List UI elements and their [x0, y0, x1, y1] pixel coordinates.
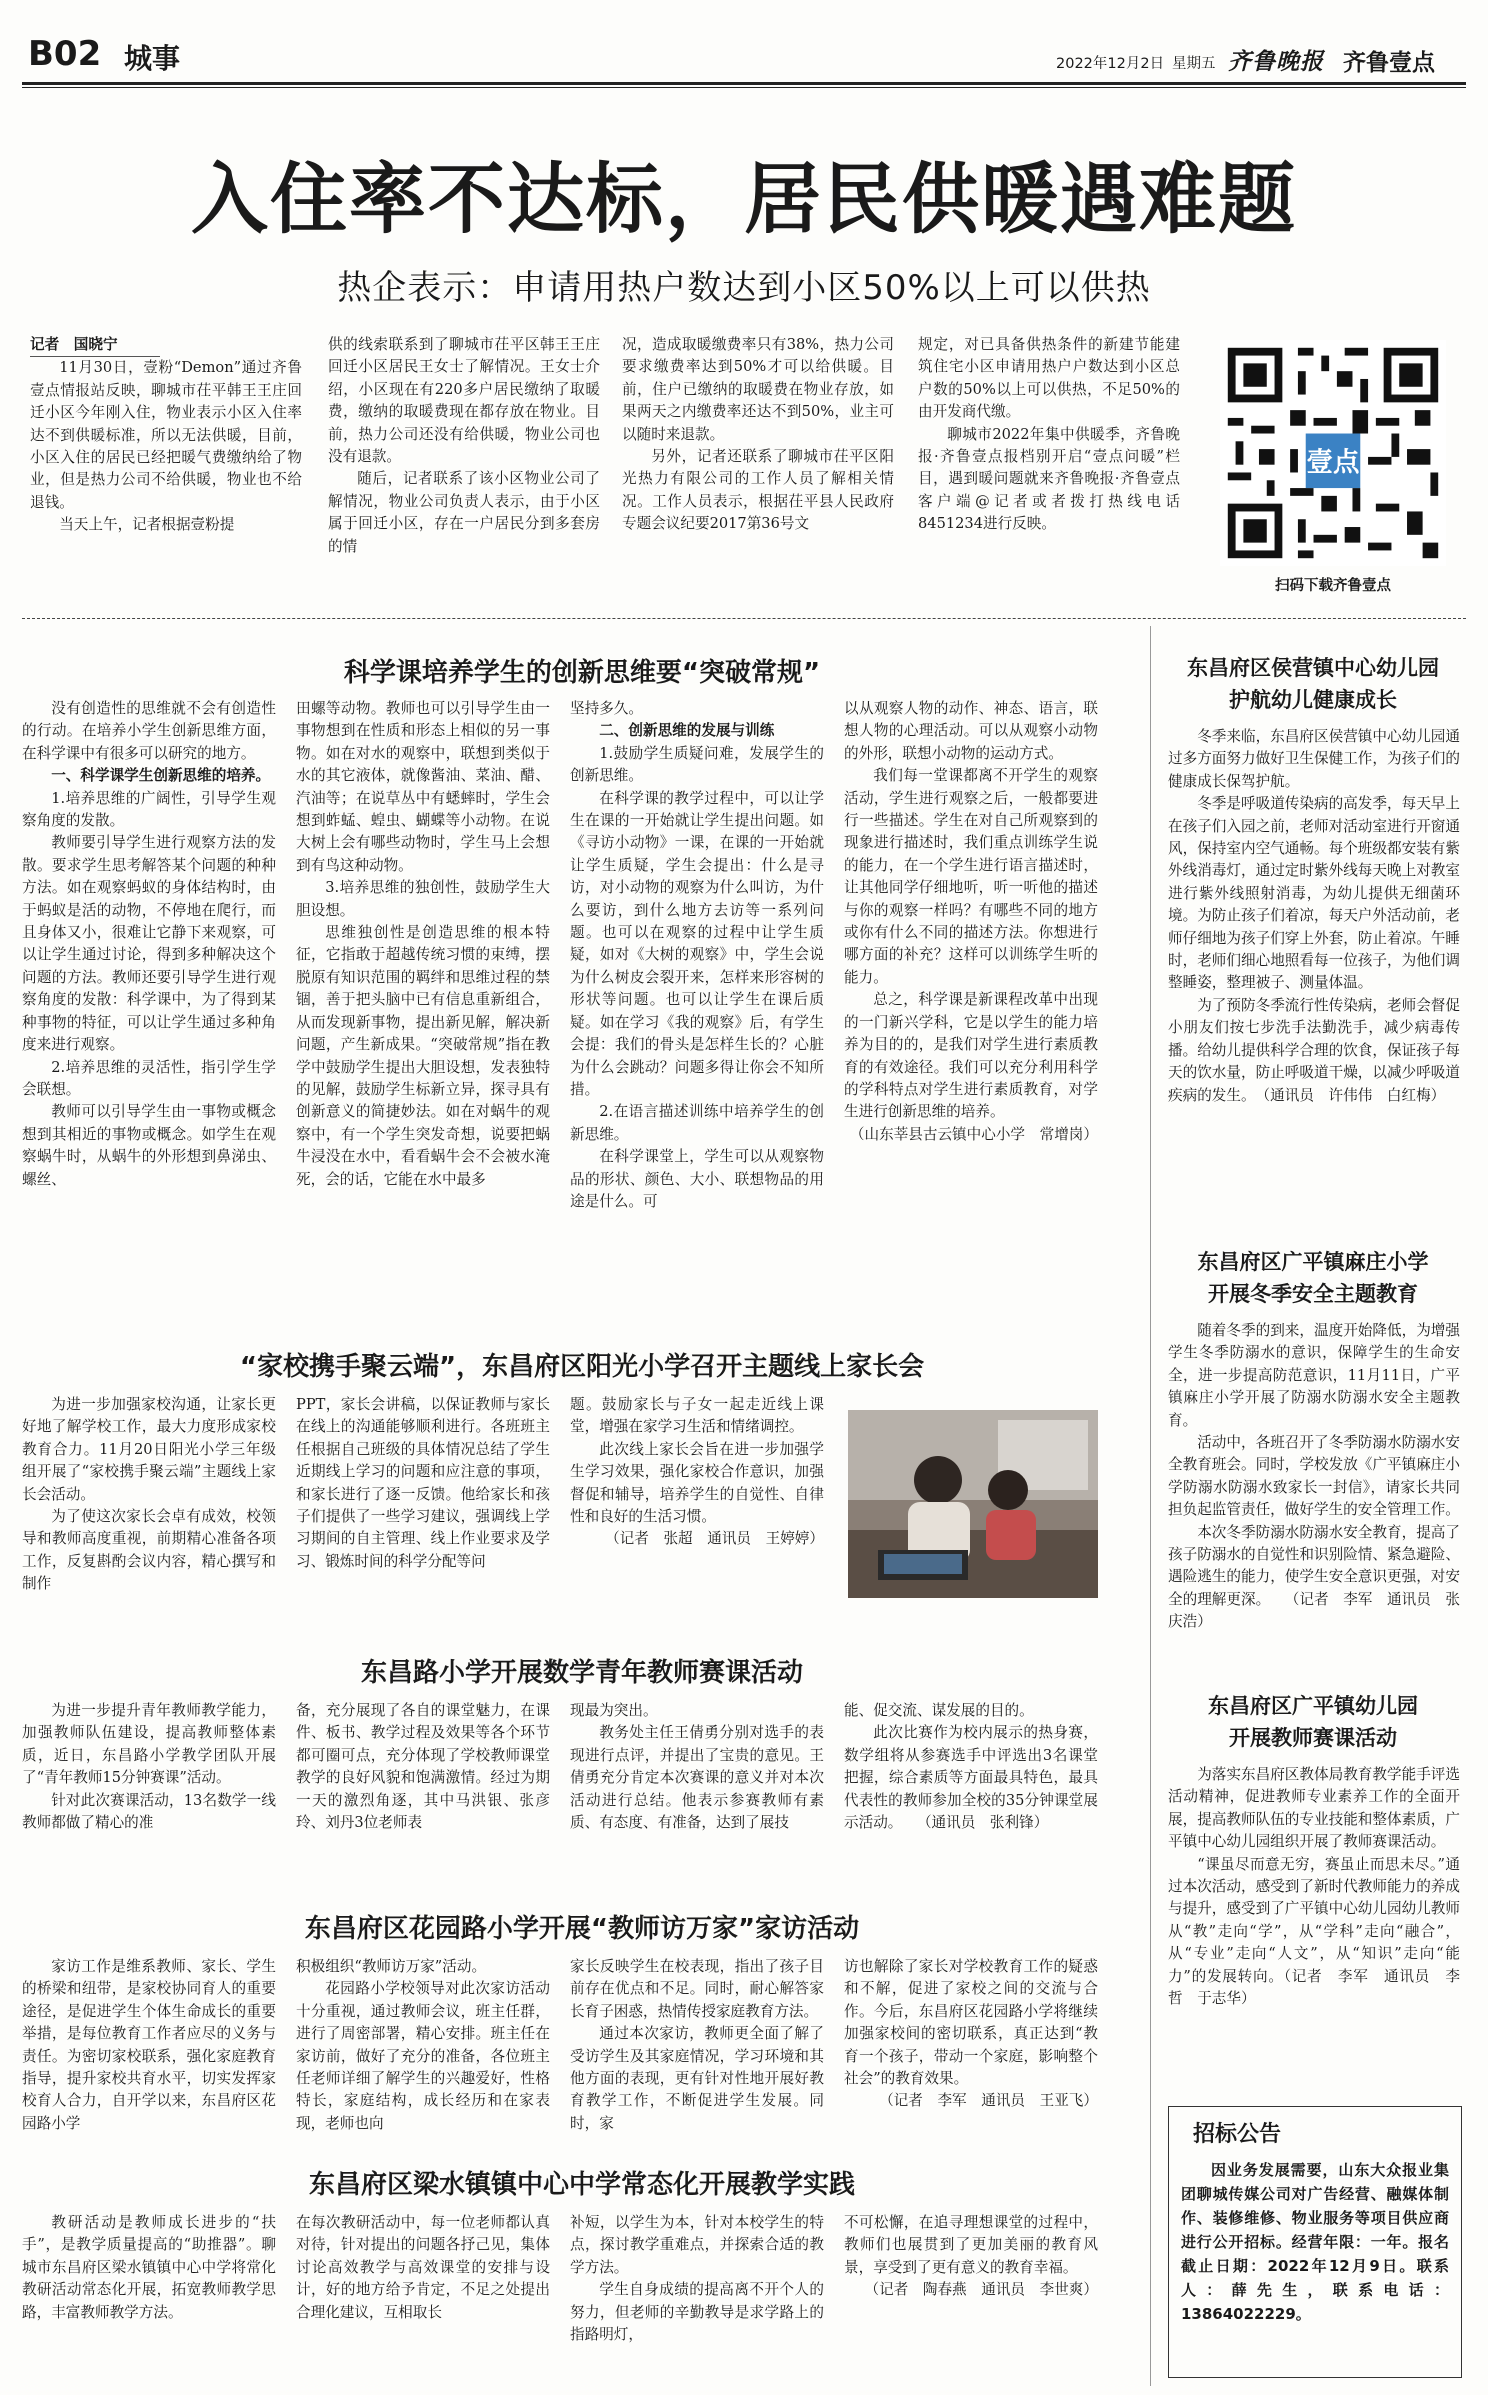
side-article-2	[1168, 1320, 1460, 1666]
article-col	[22, 698, 276, 1328]
side-paragraph: 为落实东昌府区教体局教育教学能手评选活动精神，促进教师专业素养工作的全面开展，提高教师队伍的专业技能和整体素质，广平镇中心幼儿园组织开展了教师赛课活动。	[1168, 1766, 1460, 1851]
article-paragraph: 此次比赛作为校内展示的热身赛，数学组将从参赛选手中评选出3名课堂把握，综合素质等方面最具特色，最具代表性的教师参加全校的35分钟课堂展示活动。 （通讯员 张利锋）	[844, 1724, 1098, 1832]
lead-paragraph: 聊城市2022年集中供暖季，齐鲁晚报·齐鲁壹点报档别开启“壹点问暖”栏目，遇到暖问题就来齐鲁晚报·齐鲁壹点客户端@记者或者拨打热线电话8451234进行反映。	[918, 425, 1180, 533]
lead-paragraph: 11月30日，壹粉“Demon”通过齐鲁壹点情报站反映，聊城市茌平韩王王庄回迁小区今年刚入住，物业表示小区入住率达不到供暖标准，所以无法供暖，目前，小区入住的居民已经把暖气费缴纳给了物业，但是热力公司不给供暖，物业也不给退钱。	[30, 359, 302, 511]
article-title: 东昌府区梁水镇镇中心中学常态化开展教学实践	[308, 2170, 855, 2200]
article-paragraph: 此次线上家长会旨在进一步加强学生学习效果，强化家校合作意识，加强督促和辅导，培养学生的自觉性、自律性和良好的生活习惯。	[570, 1440, 824, 1526]
article-paragraph: 我们每一堂课都离不开学生的观察活动，学生进行观察之后，一般都要进行一些描述。学生在对自己所观察到的现象进行描述时，我们重点训练学生说的能力，在一个学生进行语言描述时，让其他同学仔细地听，听一听他的描述与你的观察一样吗？有哪些不同的地方或你有什么不同的描述方法。你想进行哪方面的补充？这样可以训练学生听的能力。	[844, 767, 1098, 986]
side-article-3	[1168, 1764, 1460, 2064]
article-paragraph: 题。鼓励家长与子女一起走近线上课堂，增强在家学习生活和情绪调控。	[570, 1396, 824, 1436]
article-col	[570, 1394, 824, 1634]
article-col	[570, 1700, 824, 1900]
article-col	[844, 1700, 1098, 1900]
side-title-3b: 开展教师赛课活动	[1229, 1726, 1397, 1750]
article-paragraph: （记者 李军 通讯员 王亚飞）	[879, 2092, 1098, 2110]
article-paragraph: 补短，以学生为本，针对本校学生的特点，探讨教学重难点，并探索合适的教学方法。	[570, 2214, 824, 2276]
article-col	[296, 1394, 550, 1634]
article-paragraph: （记者 陶春燕 通讯员 李世爽）	[864, 2281, 1098, 2299]
section-divider	[22, 618, 1466, 620]
article-paragraph: 在科学课的教学过程中，可以让学生在课的一开始就让学生提出问题。如《寻访小动物》一课，在课的一开始就让学生质疑，学生会提出：什么是寻访，对小动物的观察为什么叫访，为什么要访，到什么地方去访等一系列问题。也可以在观察的过程中让学生质疑，如对《大树的观察》中，学生会说为什么树皮会裂开来，怎样来形容树的形状等问题。也可以让学生在课后质疑。如在学习《我的观察》后，有学生会提：我们的骨头是怎样生长的？心脏为什么会跳动？问题多得让你会不知所措。	[570, 789, 824, 1098]
article-paragraph: 二、创新思维的发展与训练	[599, 722, 775, 740]
article-paragraph: 坚持多久。	[570, 700, 643, 717]
tender-notice-box	[1168, 2106, 1462, 2378]
header-rule	[22, 82, 1466, 85]
side-paragraph: 冬季是呼吸道传染病的高发季，每天早上在孩子们入园之前，老师对活动室进行开窗通风，保持室内空气通畅。每个班级都安装有紫外线消毒灯，通过定时紫外线每天晚上对教室进行紫外线照射消毒，为幼儿提供无细菌环境。为防止孩子们着凉，每天户外活动前，老师仔细地为孩子们穿上外套，防止着凉。午睡时，老师们细心地照看每一位孩子，为他们调整睡姿，整理被子、测量体温。	[1168, 795, 1460, 992]
lead-paragraph: 随后，记者联系了该小区物业公司了解情况，物业公司负责人表示，由于小区属于回迁小区，存在一户居民分到多套房的情	[328, 470, 600, 555]
lead-paragraph: 规定，对已具备供热条件的新建节能建筑住宅小区申请用热户户数达到小区总户数的50%以上可以供热，不足50%的由开发商代缴。	[918, 336, 1180, 421]
article-paragraph: 3.培养思维的独创性，鼓励学生大胆设想。	[296, 879, 550, 919]
article-title: 东昌府区花园路小学开展“教师访万家”家访活动	[304, 1914, 860, 1944]
lead-paragraph: 另外，记者还联系了聊城市茌平区阳光热力有限公司的工作人员了解相关情况。工作人员表示，根据茌平县人民政府专题会议纪要2017第36号文	[622, 448, 894, 533]
article-paragraph: 一、科学课学生创新思维的培养。	[51, 767, 271, 785]
article-paragraph: 田螺等动物。教师也可以引导学生由一事物想到在性质和形态上相似的另一事物。如在对水的观察中，联想到类似于水的其它液体，就像酱油、菜油、醋、汽油等；在说草丛中有蟋蟀时，学生会想到蚱蜢、蝗虫、蝴蝶等小动物。在说大树上会有哪些动物时，学生马上会想到有鸟这种动物。	[296, 700, 550, 874]
article-col	[570, 1956, 824, 2156]
side-title-2a: 东昌府区广平镇麻庄小学	[1197, 1250, 1429, 1274]
page-code: B02	[28, 34, 102, 74]
article-col	[296, 1700, 550, 1900]
side-paragraph: 冬季来临，东昌府区侯营镇中心幼儿园通过多方面努力做好卫生保健工作，为孩子们的健康成长保驾护航。	[1168, 728, 1460, 790]
qr-caption: 扫码下载齐鲁壹点	[1275, 578, 1391, 594]
article-col	[570, 2212, 824, 2372]
article-col	[296, 698, 550, 1328]
issue-weekday: 星期五	[1172, 56, 1216, 72]
article-col	[22, 2212, 276, 2372]
header-rule-thin	[22, 87, 1466, 88]
photo-students-online-class	[848, 1410, 1098, 1598]
article-paragraph: 积极组织“教师访万家”活动。	[296, 1958, 487, 1975]
side-title-1a: 东昌府区侯营镇中心幼儿园	[1187, 656, 1439, 680]
article-paragraph: 家长反映学生在校表现，指出了孩子目前存在优点和不足。同时，耐心解答家长育子困惑，热情传授家庭教育方法。	[570, 1958, 824, 2020]
lead-paragraph: 供的线索联系到了聊城市茌平区韩王王庄回迁小区居民王女士了解情况。王女士介绍，小区现在有220多户居民缴纳了取暖费，缴纳的取暖费现在都存放在物业。目前，热力公司还没有给供暖，物业公司也没有退款。	[328, 336, 600, 466]
side-title-1b: 护航幼儿健康成长	[1229, 688, 1397, 712]
article-title: 科学课培养学生的创新思维要“突破常规”	[343, 658, 821, 688]
lead-col-2	[328, 334, 600, 594]
side-paragraph: 活动中，各班召开了冬季防溺水防溺水安全教育班会。同时，学校发放《广平镇麻庄小学防溺水防溺水致家长一封信》，请家长共同担负起监管责任，做好学生的安全管理工作。	[1168, 1434, 1460, 1519]
lead-col-3	[622, 334, 894, 594]
article-col	[22, 1700, 276, 1900]
article-paragraph: 为进一步加强家校沟通，让家长更好地了解学校工作，最大力度形成家校教育合力。11月20日阳光小学三年级组开展了“家校携手聚云端”主题线上家长会活动。	[22, 1396, 276, 1503]
lead-paragraph: 况，造成取暖缴费率只有38%，热力公司要求缴费率达到50%才可以给供暖。目前，住户已缴纳的取暖费在物业存放，如果两天之内缴费率还达不到50%，业主可以随时来退款。	[622, 336, 894, 443]
lead-col-4	[918, 334, 1180, 594]
article-col	[296, 2212, 550, 2372]
article-title: “家校携手聚云端”，东昌府区阳光小学召开主题线上家长会	[239, 1352, 925, 1382]
tender-notice-body: 因业务发展需要，山东大众报业集团聊城传媒公司对广告经营、融媒体制作、装修维修、物业服务等项目供应商进行公开招标。经营年限：一年。报名截止日期：2022年12月9日。联系人：薛先生，联系电话：13864022229。	[1181, 2161, 1449, 2323]
article-col	[22, 1394, 276, 1634]
side-title-2b: 开展冬季安全主题教育	[1208, 1282, 1418, 1306]
article-paragraph: 针对此次赛课活动，13名数学一线教师都做了精心的准	[22, 1791, 276, 1832]
article-paragraph: （山东莘县古云镇中心小学 常增岗）	[849, 1125, 1098, 1143]
article-paragraph: 教研活动是教师成长进步的“扶手”，是教学质量提高的“助推器”。聊城市东昌府区梁水镇镇中心中学将常化教研活动常态化开展，拓宽教师教学思路，丰富教师教学方法。	[22, 2214, 276, 2321]
lead-col-1	[30, 334, 302, 594]
article-paragraph: PPT，家长会讲稿，以保证教师与家长在线上的沟通能够顺利进行。各班班主任根据自己班级的具体情况总结了学生近期线上学习的问题和应注意的事项，和家长进行了逐一反馈。他给家长和孩子们提供了一些学习建议，强调线上学习期间的自主管理、线上作业要求及学习、锻炼时间的科学分配等问	[296, 1396, 550, 1570]
article-col	[22, 1956, 276, 2156]
article-paragraph: 2.在语言描述训练中培养学生的创新思维。	[570, 1103, 824, 1143]
article-paragraph: 学生自身成绩的提高离不开个人的努力，但老师的辛勤教导是求学路上的指路明灯，	[570, 2281, 824, 2344]
side-paragraph: 随着冬季的到来，温度开始降低，为增强学生冬季防溺水的意识，保障学生的生命安全，进一步提高防范意识，11月11日，广平镇麻庄小学开展了防溺水防溺水安全主题教育。	[1168, 1322, 1460, 1429]
article-paragraph: 思维独创性是创造思维的根本特征，它指敢于超越传统习惯的束缚，摆脱原有知识范围的羁绊和思维过程的禁锢，善于把头脑中已有信息重新组合，从而发现新事物，提出新见解，解决新问题，产生新成果。“突破常规”指在教学中鼓励学生提出大胆设想，发表独特的见解，鼓励学生标新立异，探寻具有创新意义的简捷妙法。如在对蜗牛的观察中，有一个学生突发奇想，说要把蜗牛浸没在水中，看看蜗牛会不会被水淹死，会的话，它能在水中最多	[296, 924, 550, 1188]
article-paragraph: 教师要引导学生进行观察方法的发散。要求学生思考解答某个问题的种种方法。如在观察蚂蚁的身体结构时，由于蚂蚁是活的动物，不停地在爬行，而且身体又小，很难让它静下来观察，可以让学生通过讨论，得到多种解决这个问题的方法。教师还要引导学生进行观察角度的发散：科学课中，为了得到某种事物的特征，可以让学生通过多种角度来进行观察。	[22, 834, 276, 1054]
tender-notice-title: 招标公告	[1193, 2122, 1282, 2147]
lead-headline: 入住率不达标，居民供暖遇难题	[191, 155, 1297, 245]
lead-byline: 记者 国晓宁	[30, 334, 160, 357]
issue-date: 2022年12月2日	[1056, 56, 1165, 72]
article-paragraph: 1.培养思维的广阔性，引导学生观察角度的发散。	[22, 789, 276, 830]
section-name: 城事	[124, 42, 181, 75]
article-col	[296, 1956, 550, 2156]
article-paragraph: 家访工作是维系教师、家长、学生的桥梁和纽带，是家校协同育人的重要途径，是促进学生个体生命成长的重要举措，是每位教育工作者应尽的义务与责任。为密切家校联系，强化家庭教育指导，提升家校共育水平，切实发挥家校育人合力，自开学以来，东昌府区花园路小学	[22, 1958, 276, 2132]
side-paragraph: 为了预防冬季流行性传染病，老师会督促小朋友们按七步洗手法勤洗手，减少病毒传播。给幼儿提供科学合理的饮食，保证孩子每天的饮水量，防止呼吸道干燥，以减少呼吸道疾病的发生。 （通讯员 许伟伟 白红梅）	[1168, 996, 1460, 1104]
article-paragraph: 2.培养思维的灵活性，指引学生学会联想。	[22, 1058, 276, 1098]
article-paragraph: 在每次教研活动中，每一位老师都认真对待，针对提出的问题各抒己见，集体讨论高效教学与高效课堂的安排与设计，好的地方给予肯定，不足之处提出合理化建议，互相取长	[296, 2214, 550, 2321]
article-paragraph: 教师可以引导学生由一事物或概念想到其相近的事物或概念。如学生在观察蜗牛时，从蜗牛的外形想到鼻涕虫、螺丝、	[22, 1103, 276, 1188]
article-paragraph: 在科学课堂上，学生可以从观察物品的形状、颜色、大小、联想物品的用途是什么。可	[570, 1148, 824, 1210]
side-paragraph: 本次冬季防溺水防溺水安全教育，提高了孩子防溺水的自觉性和识别险情、紧急避险、遇险逃生的能力，使学生安全意识更强，对安全的理解更深。 （记者 李军 通讯员 张庆浩）	[1168, 1523, 1460, 1631]
article-col	[844, 2212, 1098, 2372]
article-paragraph: 备，充分展现了各自的课堂魅力，在课件、板书、教学过程及效果等各个环节都可圈可点，充分体现了学校教师课堂教学的良好风貌和饱满激情。经过为期一天的激烈角逐，其中马洪银、张彦玲、刘丹3位老师表	[296, 1702, 550, 1832]
article-paragraph: 总之，科学课是新课程改革中出现的一门新兴学科，它是以学生的能力培养为目的的，是我们对学生进行素质教育的有效途径。我们可以充分利用科学的学科特点对学生进行素质教育，对学生进行创新思维的培养。	[844, 991, 1098, 1121]
article-paragraph: 现最为突出。	[570, 1702, 658, 1719]
article-col	[844, 1956, 1098, 2156]
article-col	[844, 698, 1098, 1328]
article-paragraph: 1.鼓励学生质疑问难，发展学生的创新思维。	[570, 744, 824, 785]
side-paragraph: “课虽尽而意无穷，赛虽止而思未尽。”通过本次活动，感受到了新时代教师能力的养成与提升，感受到了广平镇中心幼儿园幼儿教师从“教”走向“学”，从“学科”走向“融合”，从“专业”走向“人文”，从“知识”走向“能力”的发展转向。（记者 李军 通讯员 李哲 于志华）	[1168, 1855, 1460, 2008]
article-paragraph: 访也解除了家长对学校教育工作的疑惑和不解，促进了家校之间的交流与合作。今后，东昌府区花园路小学将继续加强家校间的密切联系，真正达到“教育一个孩子，带动一个家庭，影响整个社会”的教育效果。	[844, 1958, 1098, 2088]
article-paragraph: 以从观察人物的动作、神态、语言，联想人物的心理活动。可以从观察小动物的外形，联想小动物的运动方式。	[844, 700, 1098, 762]
newspaper-logo: 齐鲁晚报	[1228, 48, 1324, 75]
article-paragraph: 没有创造性的思维就不会有创造性的行动。在培养小学生创新思维方面，在科学课中有很多可以研究的地方。	[22, 700, 276, 762]
side-title-3a: 东昌府区广平镇幼儿园	[1208, 1694, 1418, 1718]
article-paragraph: 为了使这次家长会卓有成效，校领导和教师高度重视，前期精心准备各项工作，反复斟酌会议内容，精心撰写和制作	[22, 1508, 276, 1593]
column-divider	[1150, 626, 1151, 2386]
article-paragraph: 通过本次家访，教师更全面了解了受访学生及其家庭情况，学习环境和其他方面的表现，更有针对性地开展好教育教学工作，不断促进学生发展。同时，家	[570, 2025, 824, 2132]
article-paragraph: （记者 张超 通讯员 王婷婷）	[605, 1530, 824, 1548]
article-paragraph: 能、促交流、谋发展的目的。	[844, 1702, 1034, 1719]
article-title: 东昌路小学开展数学青年教师赛课活动	[360, 1658, 803, 1688]
article-paragraph: 花园路小学校领导对此次家访活动十分重视，通过教师会议，班主任群，进行了周密部署，精心安排。班主任在家访前，做好了充分的准备，各位班主任老师详细了解学生的兴趣爱好，性格特长，家庭结构，成长经历和在家表现，老师也向	[296, 1980, 550, 2132]
side-article-1	[1168, 726, 1460, 1232]
article-paragraph: 为进一步提升青年教师教学能力，加强教师队伍建设，提高教师整体素质，近日，东昌路小学教学团队开展了“青年教师15分钟赛课”活动。	[22, 1702, 276, 1787]
qr-code-icon[interactable]	[1220, 340, 1446, 566]
app-logo: 齐鲁壹点	[1343, 50, 1435, 76]
qr-badge: 壹点	[1306, 446, 1360, 478]
lead-subhead: 热企表示：申请用热户数达到小区50%以上可以供热	[337, 268, 1151, 308]
article-paragraph: 教务处主任王倩勇分别对选手的表现进行点评，并提出了宝贵的意见。王倩勇充分肯定本次赛课的意义并对本次活动进行总结。他表示参赛教师有素质、有态度、有准备，达到了展技	[570, 1724, 824, 1832]
article-col	[570, 698, 824, 1328]
article-paragraph: 不可松懈，在追寻理想课堂的过程中，教师们也展贯到了更加美丽的教育风景，享受到了更有意义的教育幸福。	[844, 2214, 1098, 2276]
lead-paragraph: 当天上午，记者根据壹粉提	[59, 516, 235, 534]
